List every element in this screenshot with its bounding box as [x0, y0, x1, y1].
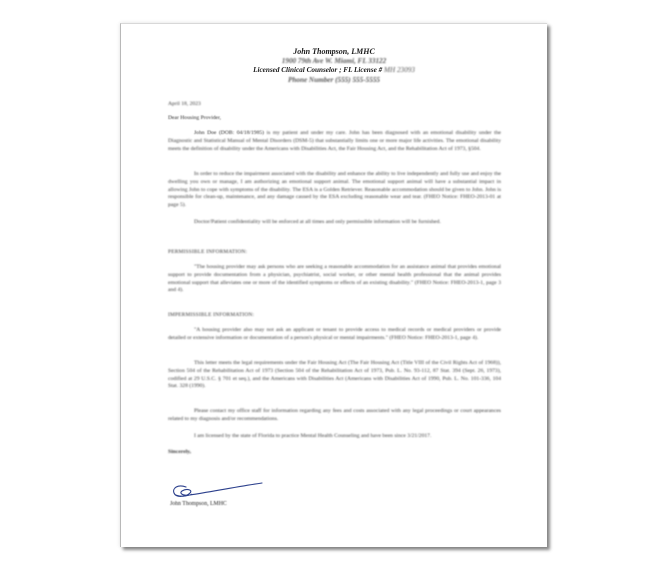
heading-impermissible-information: IMPERMISSIBLE INFORMATION: [168, 312, 255, 318]
heading-permissible-information: PERMISSIBLE INFORMATION: [168, 249, 248, 255]
closing: Sincerely, [168, 449, 192, 455]
letter-page [120, 23, 547, 547]
signature-name: John Thompson, LMHC [170, 501, 227, 507]
salutation: Dear Housing Provider, [168, 115, 222, 121]
license-number: MH 23093 [383, 66, 415, 74]
letterhead [121, 47, 547, 85]
letter-date: April 18, 2023 [168, 101, 201, 107]
license-line [121, 66, 547, 76]
paragraph-diagnosis [168, 130, 501, 153]
provider-address: 1900 79th Ave W. Miami, FL 33122 [281, 56, 387, 65]
paragraph-diagnosis-text: is my patient and under my care. John has been diagnosed with an emotional disability under the Diagnostic and Statistical Manual of Mental Disorders (DSM-5) that substantially limits one or more major life activities. The emotional disability meets the definition of disability under the Americans with Disabilities Act, the Fair Housing Act, and the Rehabilitation Act of 1973, §504. [168, 130, 502, 152]
paragraph-permissible: "The housing provider may ask persons who are seeking a reasonable accommodation for an assistance animal that provides emotional support to provide documentation from a physician, psychiatrist, social worker, or other mental health professional that the animal provides emotional support that alleviates one or more of the identified symptoms or effects of an existing disability." (FHEO Notice: FHEO-2013-1, page 3 and 4). [168, 264, 501, 294]
paragraph-confidentiality: Doctor/Patient confidentiality will be enforced at all times and only permissible information will be furnished. [194, 219, 441, 225]
paragraph-legal-requirements: This letter meets the legal requirements under the Fair Housing Act (The Fair Housing Act (Title VIII of the Civil Rights Act of 1968)), Section 504 of the Rehabilitation Act of 1973 (Section 504 of the Rehabilitation Act of 1973, Pub. L. No. 93-112, 87 Stat. 394 (Sept. 26, 1973), codified at 29 U.S.C. § 701 et seq.), and the Americans with Disabilities Act (Americans with Disabilities Act of 1990, Pub. L. No. 101-336, 104 Stat. 328 (1990). [168, 360, 501, 390]
paragraph-license: I am licensed by the state of Florida to practice Mental Health Counseling and have been since 3/21/2017. [194, 433, 432, 439]
patient-identifier: John Doe (DOB: 04/18/1985) [194, 130, 265, 136]
provider-phone: Phone Number (555) 555-5555 [287, 75, 381, 84]
signature-image [170, 479, 265, 501]
paragraph-contact: Please contact my office staff for information regarding any fees and costs associated with any legal proceedings or court appearances related to my diagnosis and/or recommendations. [168, 408, 501, 422]
license-label: Licensed Clinical Counselor ; FL License # [253, 66, 383, 74]
provider-name: John Thompson, LMHC [293, 47, 375, 56]
paragraph-authorization: In order to reduce the impairment associated with the disability and enhance the ability to live independently and fully use and enjoy the dwelling you own or manage, I am authorizing an emotional support animal. The emotional support animal will have a substantial impact in allowing John to cope with symptoms of the disability. The ESA is a Golden Retriever. Reasonable accommodation should be given to John. John is responsible for clean-up, maintenance, and any damage caused by the ESA excluding reasonable wear and tear. (FHEO Notice: FHEO-2013-01 at page 5). [168, 171, 501, 209]
paragraph-impermissible: "A housing provider also may not ask an applicant or tenant to provide access to medical records or medical providers or provide detailed or extensive information or documentation of a person's physical or mental impairments." (FHEO Notice: FHEO-2013-1, page 4). [168, 327, 501, 341]
